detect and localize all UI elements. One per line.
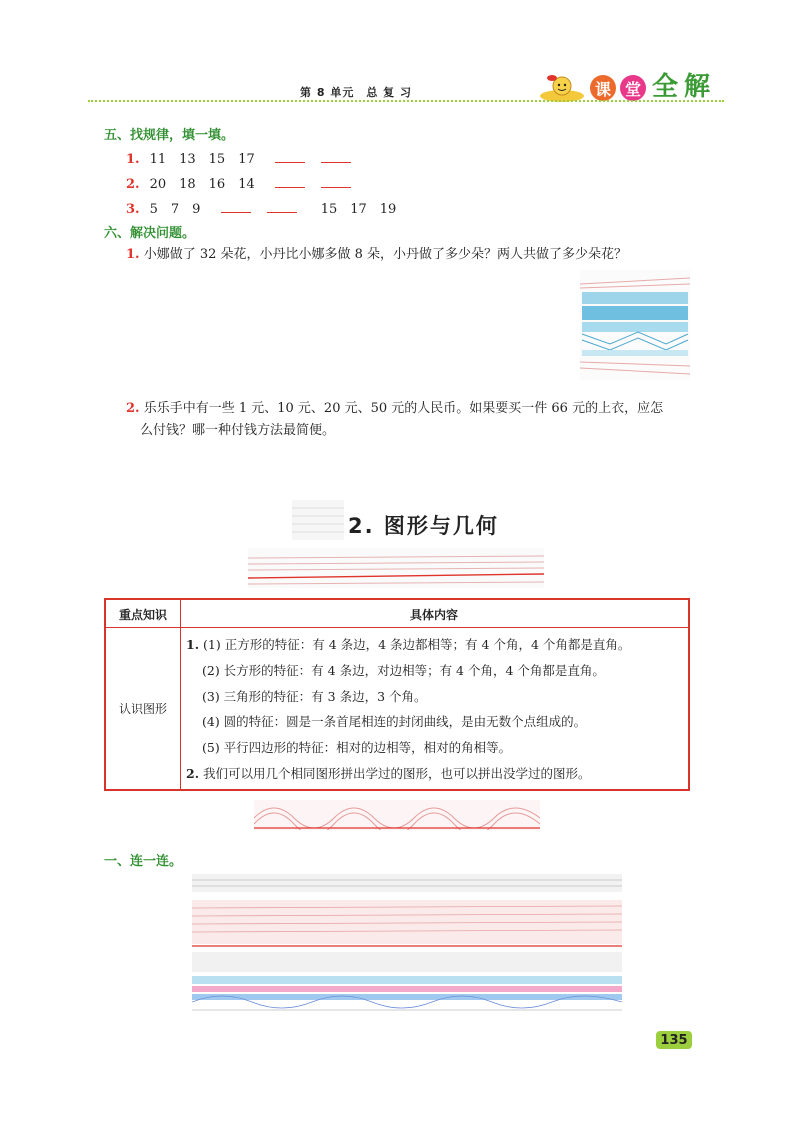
part-title: 2. 图形与几何: [348, 514, 499, 538]
pattern-values: 11 13 15 17: [149, 152, 255, 167]
table-row: [186, 761, 682, 787]
pattern-row-3: [126, 198, 396, 217]
pattern-row-1: [126, 148, 359, 167]
table-row: [186, 632, 682, 658]
pattern-values-before: 5 7 9: [149, 202, 201, 217]
pattern-row-2: [126, 173, 359, 192]
question-number: 3.: [126, 202, 140, 217]
title-underline-decoration: [248, 548, 544, 588]
question-number: 1.: [126, 247, 140, 262]
row-text: (1) 正方形的特征：有 4 条边，4 条边都相等；有 4 个角，4 个角都是直角。: [203, 637, 631, 652]
unit-title: 第 8 单元 总 复 习: [300, 86, 412, 99]
answer-blank[interactable]: [275, 177, 305, 188]
brand-char-2: 堂: [620, 75, 646, 101]
answer-blank[interactable]: [221, 202, 251, 213]
title-decoration-icon: [292, 500, 344, 540]
row-text: (2) 长方形的特征：有 4 条边，对边相等；有 4 个角，4 个角都是直角。: [202, 662, 605, 678]
table-header-key-point: 重点知识: [118, 608, 167, 622]
answer-blank[interactable]: [321, 177, 351, 188]
row-prefix: 1.: [186, 637, 200, 652]
question-text: 小娜做了 32 朵花，小丹比小娜多做 8 朵，小丹做了多少朵？两人共做了多少朵花？: [143, 247, 628, 262]
row-prefix: 2.: [186, 765, 200, 781]
question-number: 2.: [126, 177, 140, 192]
answer-blank[interactable]: [267, 202, 297, 213]
question-text-line2: 么付钱？哪一种付钱方法最简便。: [140, 423, 336, 438]
row-text: 我们可以用几个相同图形拼出学过的图形，也可以拼出没学过的图形。: [203, 765, 591, 781]
section5-heading: 五、找规律，填一填。: [104, 128, 235, 143]
page-number: 135: [656, 1031, 692, 1049]
brand-char-1: 课: [590, 75, 616, 101]
question-number: 2.: [126, 401, 140, 416]
header-divider: [88, 100, 724, 102]
table-header-content: 具体内容: [409, 608, 458, 622]
question-number: 1.: [126, 152, 140, 167]
matching-exercise-illustration: [192, 870, 622, 1016]
table-content: [186, 632, 682, 787]
answer-blank[interactable]: [275, 152, 305, 163]
section6-heading: 六、解决问题。: [104, 226, 196, 241]
brand-char-4: 解: [684, 72, 711, 102]
section-divider-decoration: [254, 800, 540, 830]
answer-blank[interactable]: [321, 152, 351, 163]
table-row: [186, 735, 682, 761]
question-1: [126, 244, 627, 266]
table-column-divider: [180, 600, 181, 789]
table-row: [186, 684, 682, 710]
pattern-values-after: 15 17 19: [320, 202, 397, 217]
row-text: (5) 平行四边形的特征：相对的边相等，相对的角相等。: [202, 740, 512, 756]
table-topic: 认识图形: [118, 702, 167, 716]
brand-char-3: 全: [652, 72, 679, 102]
question-text-line1: 乐乐手中有一些 1 元、10 元、20 元、50 元的人民币。如果要买一件 66 元的上衣，应怎: [143, 401, 664, 416]
illustration-paper-flowers: [580, 270, 690, 380]
table-row: [186, 658, 682, 684]
question-2: [126, 398, 696, 442]
row-text: (4) 圆的特征：圆是一条首尾相连的封闭曲线，是由无数个点组成的。: [202, 714, 587, 730]
knowledge-table: [104, 598, 690, 791]
pattern-values: 20 18 16 14: [149, 177, 255, 192]
table-row: [186, 709, 682, 735]
row-text: (3) 三角形的特征：有 3 条边，3 个角。: [202, 688, 427, 704]
section1-heading: 一、连一连。: [104, 854, 183, 869]
